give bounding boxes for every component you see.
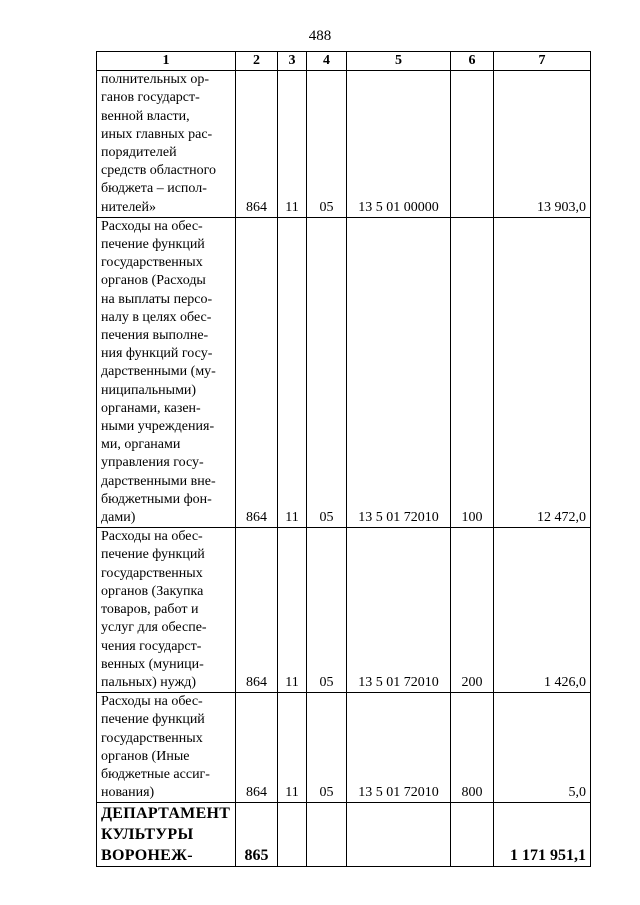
row-type: 200: [451, 528, 494, 693]
table-header-row: [97, 52, 591, 71]
row-amount: 1 426,0: [494, 528, 591, 693]
row-ministry: 864: [236, 528, 278, 693]
row-amount: 12 472,0: [494, 217, 591, 527]
row-target: [347, 803, 451, 867]
row-target: 13 5 01 72010: [347, 217, 451, 527]
table-row: [97, 528, 591, 693]
row-type: [451, 803, 494, 867]
row-ministry: 864: [236, 693, 278, 803]
row-ministry: 864: [236, 71, 278, 218]
header-col-6: 6: [451, 52, 494, 71]
table-row: [97, 217, 591, 527]
row-subsection: 05: [307, 71, 347, 218]
row-section: [278, 803, 307, 867]
row-name: полнительных ор- ганов государст- венной власти, иных главных рас- порядителей средств областного бюджета – испол- нителей»: [97, 71, 236, 218]
row-name: Расходы на обес- печение функций государственных органов (Расходы на выплаты персо- налу в целях обес- печения выполне- ния функций госу- дарственными (му- ниципальными) органами, казен- ными учреждения- ми, органами управления госу- дарственными вне- бюджетными фон- дами): [97, 217, 236, 527]
row-ministry: 864: [236, 217, 278, 527]
header-col-4: 4: [307, 52, 347, 71]
row-section: 11: [278, 71, 307, 218]
table-row-department: [97, 803, 591, 867]
row-section: 11: [278, 528, 307, 693]
row-subsection: 05: [307, 528, 347, 693]
row-subsection: 05: [307, 217, 347, 527]
row-type: 100: [451, 217, 494, 527]
row-section: 11: [278, 217, 307, 527]
table-row: [97, 693, 591, 803]
row-subsection: [307, 803, 347, 867]
header-col-1: 1: [97, 52, 236, 71]
row-type: [451, 71, 494, 218]
row-section: 11: [278, 693, 307, 803]
row-amount: 1 171 951,1: [494, 803, 591, 867]
page-number: 488: [308, 28, 332, 44]
table-row: [97, 71, 591, 218]
row-target: 13 5 01 72010: [347, 528, 451, 693]
row-name: Расходы на обес- печение функций государственных органов (Закупка товаров, работ и услуг для обеспе- чения государст- венных (муници- пальных) нужд): [97, 528, 236, 693]
header-col-7: 7: [494, 52, 591, 71]
row-subsection: 05: [307, 693, 347, 803]
row-amount: 13 903,0: [494, 71, 591, 218]
row-type: 800: [451, 693, 494, 803]
row-ministry: 865: [236, 803, 278, 867]
budget-table: [96, 51, 591, 867]
row-target: 13 5 01 00000: [347, 71, 451, 218]
header-col-5: 5: [347, 52, 451, 71]
row-name: Расходы на обес- печение функций государственных органов (Иные бюджетные ассиг- нования): [97, 693, 236, 803]
row-target: 13 5 01 72010: [347, 693, 451, 803]
row-name: ДЕПАРТАМЕНТ КУЛЬТУРЫ ВОРОНЕЖ-: [97, 803, 236, 867]
header-col-3: 3: [278, 52, 307, 71]
header-col-2: 2: [236, 52, 278, 71]
row-amount: 5,0: [494, 693, 591, 803]
